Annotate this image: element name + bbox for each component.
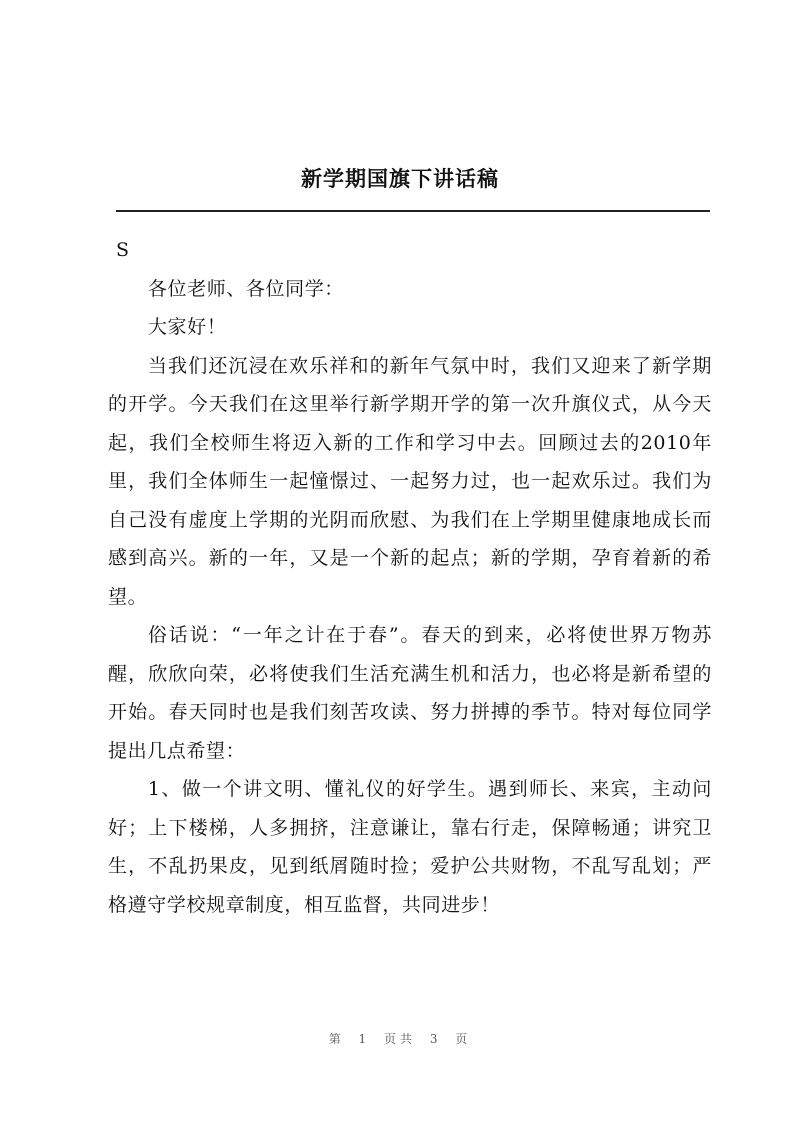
document-body bbox=[108, 231, 712, 924]
salutation: 各位老师、各位同学： bbox=[147, 277, 344, 300]
page-title: 新学期国旗下讲话稿 bbox=[301, 166, 499, 191]
paragraph-spring: 俗话说：“一年之计在于春”。春天的到来，必将使世界万物苏醒，欣欣向荣，必将使我们生活充满生机和活力，也必将是新希望的开始。春天同时也是我们刻苦攻读、努力拼搏的季节。特对每位同学提出几点希望： bbox=[108, 624, 712, 762]
title-divider bbox=[116, 210, 710, 212]
page-footer: 第 1 页共 3 页 bbox=[328, 1032, 472, 1046]
paragraph-opening: 当我们还沉浸在欢乐祥和的新年气氛中时，我们又迎来了新学期的开学。今天我们在这里举行新学期开学的第一次升旗仪式，从今天起，我们全校师生将迈入新的工作和学习中去。回顾过去的2010年里，我们全体师生一起憧憬过、一起努力过，也一起欢乐过。我们为自己没有虚度上学期的光阴而欣慰、为我们在上学期里健康地成长而感到高兴。新的一年，又是一个新的起点；新的学期，孕育着新的希望。 bbox=[108, 354, 712, 608]
greeting: 大家好！ bbox=[147, 316, 227, 338]
section-marker: S bbox=[116, 239, 130, 261]
paragraph-hope-1: 1、做一个讲文明、懂礼仪的好学生。遇到师长、来宾，主动问好；上下楼梯，人多拥挤，注意谦让，靠右行走，保障畅通；讲究卫生，不乱扔果皮，见到纸屑随时捡；爱护公共财物，不乱写乱划；严格遵守学校规章制度，相互监督，共同进步！ bbox=[108, 778, 712, 916]
